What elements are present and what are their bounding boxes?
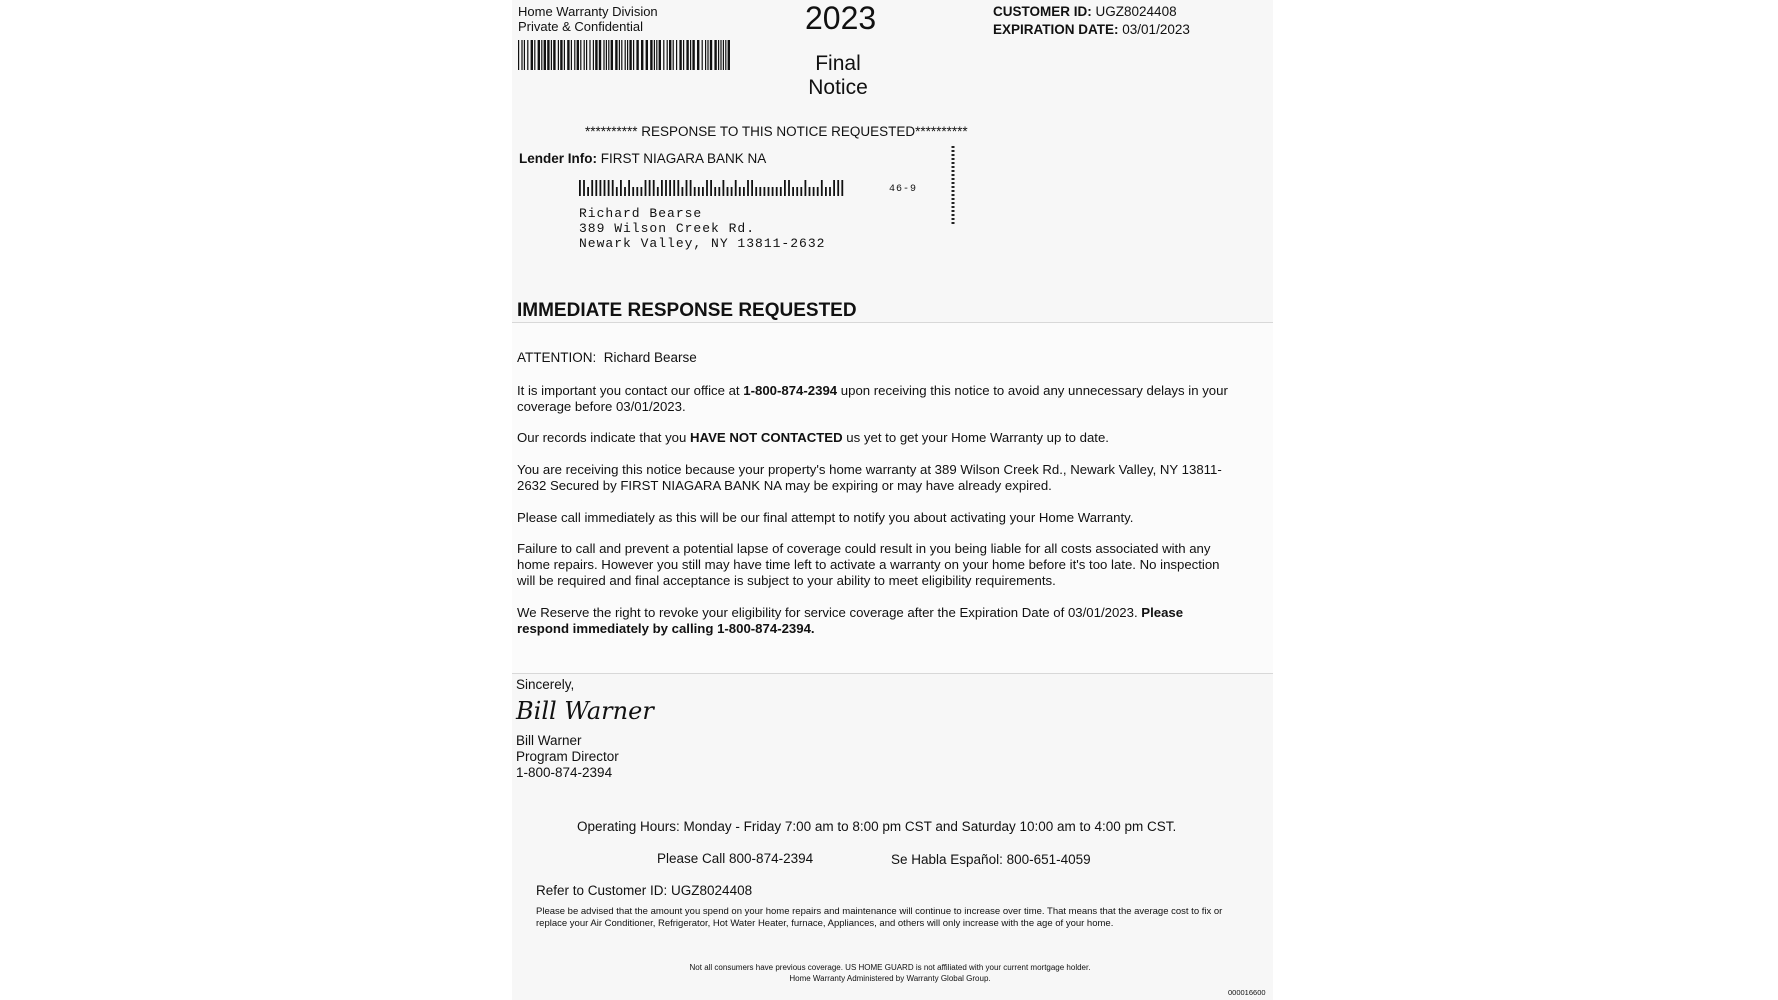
barcode-bar (571, 40, 572, 70)
confidential-label: Private & Confidential (518, 19, 644, 34)
barcode-bar (676, 40, 677, 70)
barcode-bar (650, 40, 652, 70)
barcode-bar (663, 40, 664, 70)
barcode-bar (603, 40, 604, 70)
postal-bar (632, 187, 634, 196)
salutation: Sincerely, (516, 677, 575, 692)
postal-bar (661, 180, 663, 196)
attention-line (517, 350, 697, 366)
postal-bar (805, 180, 807, 196)
barcode-bar (547, 40, 549, 70)
postal-bar (800, 187, 802, 196)
disclaimer-line2: Home Warranty Administered by Warranty Global Group. (789, 974, 991, 983)
postal-bar (739, 187, 741, 196)
barcode-bar (584, 40, 585, 70)
postal-bar (759, 187, 761, 196)
postal-bar (755, 187, 757, 196)
barcode-bar (593, 40, 594, 70)
barcode-bar (710, 40, 712, 70)
signer-title: Program Director (516, 749, 619, 764)
postal-bar (727, 187, 729, 196)
barcode-bar (589, 40, 590, 70)
barcode-bar (567, 40, 569, 70)
postal-bar (776, 187, 778, 196)
postal-bar (620, 180, 622, 196)
barcode-bar (718, 40, 719, 70)
barcode-bar (524, 40, 525, 70)
postal-bar (682, 187, 684, 196)
barcode-bar (641, 40, 643, 70)
barcode-bar (690, 40, 691, 70)
postal-bar (641, 187, 643, 196)
postal-bar (579, 180, 581, 196)
barcode-bar (659, 40, 661, 70)
recipient-city: Newark Valley, NY 13811-2632 (579, 236, 826, 251)
customer-id-value: UGZ8024408 (1095, 4, 1177, 19)
postal-bar (780, 187, 782, 196)
paragraph-records (517, 430, 1237, 446)
barcode-bar (521, 40, 522, 70)
postal-bar (784, 180, 786, 196)
postal-bar (788, 180, 790, 196)
barcode-bar (705, 40, 706, 70)
postal-bar (587, 187, 589, 196)
barcode-bar (720, 40, 721, 70)
postal-bar (817, 187, 819, 196)
postal-bar (731, 187, 733, 196)
barcode-bar (702, 40, 703, 70)
p6-text: We Reserve the right to revoke your eligibility for service coverage after the Expiration Date of 03/01/2023. (517, 605, 1142, 620)
postal-bar (747, 180, 749, 196)
postal-bar (583, 180, 585, 196)
barcode-bar (534, 40, 535, 70)
barcode-bar (541, 40, 542, 70)
p2-bold: HAVE NOT CONTACTED (690, 430, 843, 445)
postal-bar (665, 180, 667, 196)
barcode-bar (560, 40, 562, 70)
postal-bar (792, 187, 794, 196)
barcode-bar (673, 40, 674, 70)
p1-text-a: It is important you contact our office at (517, 383, 744, 398)
postal-bar (591, 180, 593, 196)
barcode-bar (518, 40, 519, 70)
postal-bar (714, 187, 716, 196)
operating-hours: Operating Hours: Monday - Friday 7:00 am to 8:00 pm CST and Saturday 10:00 am to 4:00 pm CST. (577, 819, 1177, 834)
barcode-bar (553, 40, 555, 70)
postal-bar (608, 180, 610, 196)
refer-customer-id: Refer to Customer ID: UGZ8024408 (536, 883, 753, 898)
postal-bar (723, 180, 725, 196)
call-number: Please Call 800-874-2394 (657, 851, 814, 866)
disclaimer (560, 962, 1220, 984)
postal-bar (841, 180, 843, 196)
final-notice-line2: Notice (808, 76, 868, 99)
lender-label: Lender Info: (519, 151, 597, 166)
postal-bar (677, 180, 679, 196)
postal-bar (813, 187, 815, 196)
fold-line-bottom (512, 673, 1273, 674)
barcode-bar (599, 40, 601, 70)
paragraph-failure: Failure to call and prevent a potential lapse of coverage could result in you being liable for all costs associated with any home repairs. However you still may have time left to activate a warranty on your home before it's too late. No inspection will be required and final acceptance is subject to your ability to meet eligibility requirements. (517, 541, 1220, 588)
paragraph-contact (517, 383, 1237, 415)
postal-bar (636, 187, 638, 196)
recipient-street: 389 Wilson Creek Rd. (579, 221, 756, 236)
postal-bar (821, 180, 823, 196)
barcode-bar (636, 40, 638, 70)
p2-text-a: Our records indicate that you (517, 430, 690, 445)
barcode-bar (629, 40, 631, 70)
postal-bar (669, 180, 671, 196)
fold-line-top (512, 322, 1273, 323)
barcode-bar (656, 40, 657, 70)
postal-bar (825, 187, 827, 196)
barcode-bar (679, 40, 681, 70)
postal-bar (751, 180, 753, 196)
barcode-bar (608, 40, 609, 70)
barcode-bar (558, 40, 559, 70)
paragraph-reserve (517, 605, 1237, 637)
postal-bar (628, 180, 630, 196)
barcode-bar (707, 40, 708, 70)
barcode-bar (531, 40, 533, 70)
barcode-bar (633, 40, 634, 70)
final-notice-title (798, 52, 878, 100)
postal-bar (743, 187, 745, 196)
postal-bar (768, 187, 770, 196)
barcode-bar (654, 40, 655, 70)
postal-bar (595, 180, 597, 196)
barcode-bar (723, 40, 724, 70)
postal-bar (600, 180, 602, 196)
barcode-bar (728, 40, 730, 70)
barcode-bar (595, 40, 597, 70)
barcode-bar (611, 40, 613, 70)
barcode-bar (625, 40, 626, 70)
attention-name: Richard Bearse (603, 350, 697, 365)
postal-bar (706, 180, 708, 196)
postal-bar (809, 187, 811, 196)
expiration-label: EXPIRATION DATE: (993, 22, 1119, 37)
barcode-bar (714, 40, 716, 70)
postal-bar (702, 187, 704, 196)
barcode-bar (683, 40, 684, 70)
barcode-bar (551, 40, 552, 70)
barcode-bar (725, 40, 726, 70)
postal-bar (645, 180, 647, 196)
p1-text-b: upon receiving this notice to avoid any unnecessary delays in your coverage before 03/01/2023. (517, 383, 1228, 414)
mail-code: 46-9 (889, 184, 918, 195)
disclaimer-line1: Not all consumers have previous coverage. US HOME GUARD is not affiliated with your current mortgage holder. (689, 963, 1091, 972)
postal-bar (624, 187, 626, 196)
postal-bar (649, 180, 651, 196)
postal-bar (829, 187, 831, 196)
year-title: 2023 (805, 0, 877, 36)
p1-phone: 1-800-874-2394 (743, 383, 838, 398)
signer-phone: 1-800-874-2394 (516, 765, 613, 780)
postal-bar (735, 180, 737, 196)
barcode-bar (615, 40, 617, 70)
postal-bar (653, 180, 655, 196)
postal-bar (698, 187, 700, 196)
headline: IMMEDIATE RESPONSE REQUESTED (517, 300, 857, 321)
attention-label: ATTENTION: (517, 350, 597, 365)
postal-bar (837, 180, 839, 196)
barcode-bar (686, 40, 688, 70)
p6-bold: Please respond immediately by calling 1-800-874-2394. (517, 605, 1184, 636)
barcode-bar (527, 40, 528, 70)
final-notice-line1: Final (815, 52, 861, 75)
postal-bar (772, 187, 774, 196)
recipient-name: Richard Bearse (579, 206, 703, 221)
document-number: 000016600 (1228, 988, 1266, 997)
barcode-bar (697, 40, 699, 70)
postal-bar (673, 180, 675, 196)
lender-info (519, 151, 766, 166)
postal-bar (686, 180, 688, 196)
barcode-bar (564, 40, 565, 70)
paragraph-final-attempt: Please call immediately as this will be our final attempt to notify you about activating your Home Warranty. (517, 510, 1134, 525)
barcode-bar (544, 40, 546, 70)
signature: Bill Warner (516, 697, 654, 725)
barcode-bar (580, 40, 581, 70)
expiration-date: 03/01/2023 (1122, 22, 1190, 37)
postal-bar (612, 180, 614, 196)
barcode-bar (606, 40, 607, 70)
postal-bar (604, 180, 606, 196)
postal-bar (616, 187, 618, 196)
response-banner: ********** RESPONSE TO THIS NOTICE REQUESTED********** (585, 124, 968, 139)
postal-barcode (579, 180, 849, 198)
barcode-bar (667, 40, 668, 70)
customer-id-row (993, 3, 1177, 21)
spanish-number: Se Habla Español: 800-651-4059 (891, 852, 1091, 867)
lender-name: FIRST NIAGARA BANK NA (600, 151, 767, 166)
postal-bar (833, 180, 835, 196)
paragraph-reason: You are receiving this notice because your property's home warranty at 389 Wilson Creek Rd., Newark Valley, NY 13811-2632 Secured by FIRST NIAGARA BANK NA may be expiring or may have already expired. (517, 462, 1222, 493)
p2-text-b: us yet to get your Home Warranty up to date. (842, 430, 1109, 445)
barcode-top (518, 40, 732, 70)
postal-bar (690, 180, 692, 196)
barcode-bar (619, 40, 620, 70)
expiration-row (993, 21, 1190, 39)
division-label: Home Warranty Division (518, 4, 658, 19)
barcode-bar (538, 40, 540, 70)
barcode-bar (669, 40, 671, 70)
barcode-bar (627, 40, 628, 70)
postal-bar (657, 187, 659, 196)
barcode-bar (577, 40, 579, 70)
postal-bar (710, 180, 712, 196)
signer-name: Bill Warner (516, 733, 582, 748)
postal-bar (764, 187, 766, 196)
postal-bar (694, 187, 696, 196)
postal-bar (718, 187, 720, 196)
barcode-bar (574, 40, 575, 70)
postal-bar (796, 187, 798, 196)
barcode-bar (692, 40, 694, 70)
barcode-bar (586, 40, 587, 70)
barcode-bar (621, 40, 622, 70)
advisory-text: Please be advised that the amount you spend on your home repairs and maintenance will continue to increase over time. That means that the average cost to fix or replace your Air Conditioner, Refrigerator, Hot Water Heater, furnace, Appliances, and others will only increase with the age of your home. (536, 906, 1223, 929)
dotted-divider (951, 145, 955, 225)
barcode-bar (646, 40, 648, 70)
customer-id-label: CUSTOMER ID: (993, 4, 1092, 19)
